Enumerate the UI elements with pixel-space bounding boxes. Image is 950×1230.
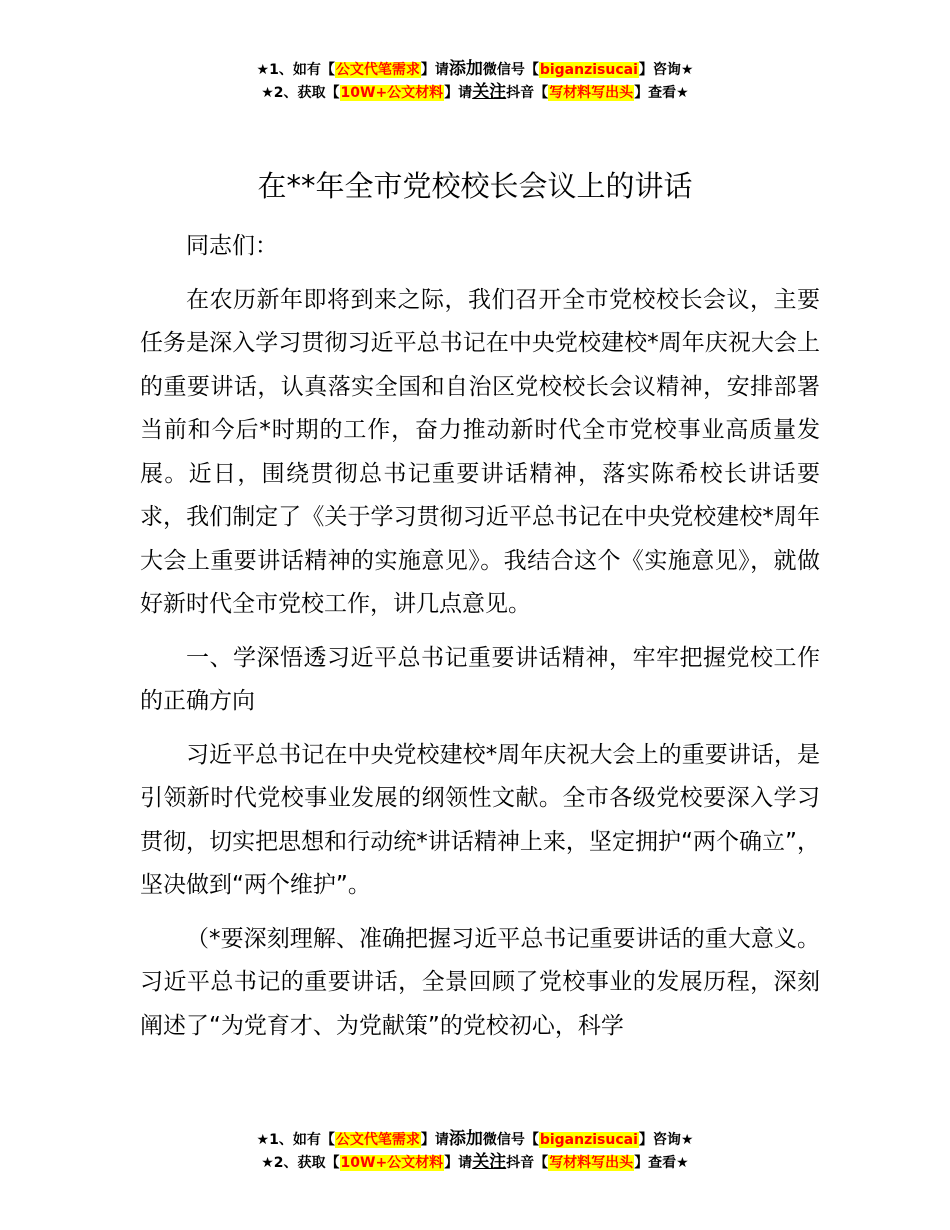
ghostwriting-highlight: 公文代笔需求: [335, 62, 420, 78]
banner-line-2: ★2、获取【10W+公文材料】请关注抖音【写材料写出头】查看★: [261, 82, 689, 102]
materials-highlight: 10W+公文材料: [340, 1155, 444, 1171]
banner-line-2: ★2、获取【10W+公文材料】请关注抖音【写材料写出头】查看★: [261, 1152, 689, 1172]
document-title: 在**年全市党校校长会议上的讲话: [257, 169, 693, 203]
paragraph-intro: 在农历新年即将到来之际，我们召开全市党校校长会议，主要任务是深入学习贯彻习近平总书记在中央党校建校*周年庆祝大会上的重要讲话，认真落实全国和自治区党校校长会议精神，安排部署当前和今后*时期的工作，奋力推动新时代全市党校事业高质量发展。近日，围绕贯彻总书记重要讲话精神，落实陈希校长讲话要求，我们制定了《关于学习贯彻习近平总书记在中央党校建校*周年大会上重要讲话精神的实施意见》。我结合这个《实施意见》，就做好新时代全市党校工作，讲几点意见。: [140, 286, 820, 617]
ghostwriting-highlight: 公文代笔需求: [335, 1132, 420, 1148]
banner-line-1: ★1、如有【公文代笔需求】请添加微信号【biganzisucai】咨询★: [256, 59, 694, 79]
paragraph-section-1: 习近平总书记在中央党校建校*周年庆祝大会上的重要讲话，是引领新时代党校事业发展的纲领性文献。全市各级党校要深入学习贯彻，切实把思想和行动统*讲话精神上来，坚定拥护“两个确立”，坚决做到“两个维护”。: [140, 741, 820, 898]
douyin-highlight: 写材料写出头: [549, 85, 634, 101]
wechat-id-highlight: biganzisucai: [539, 62, 638, 78]
header-banner: [0, 58, 950, 104]
materials-highlight: 10W+公文材料: [340, 85, 444, 101]
document-body: [140, 225, 820, 1095]
footer-banner: [0, 1128, 950, 1174]
paragraph-subsection-1: （*要深刻理解、准确把握习近平总书记重要讲话的重大意义。习近平总书记的重要讲话，全景回顾了党校事业的发展历程，深刻阐述了“为党育才、为党献策”的党校初心，科学: [140, 925, 820, 1039]
salutation: 同志们：: [186, 233, 278, 259]
wechat-id-highlight: biganzisucai: [539, 1132, 638, 1148]
section-heading-1: 一、学深悟透习近平总书记重要讲话精神，牢牢把握党校工作的正确方向: [140, 644, 820, 714]
douyin-highlight: 写材料写出头: [549, 1155, 634, 1171]
banner-line-1: ★1、如有【公文代笔需求】请添加微信号【biganzisucai】咨询★: [256, 1129, 694, 1149]
